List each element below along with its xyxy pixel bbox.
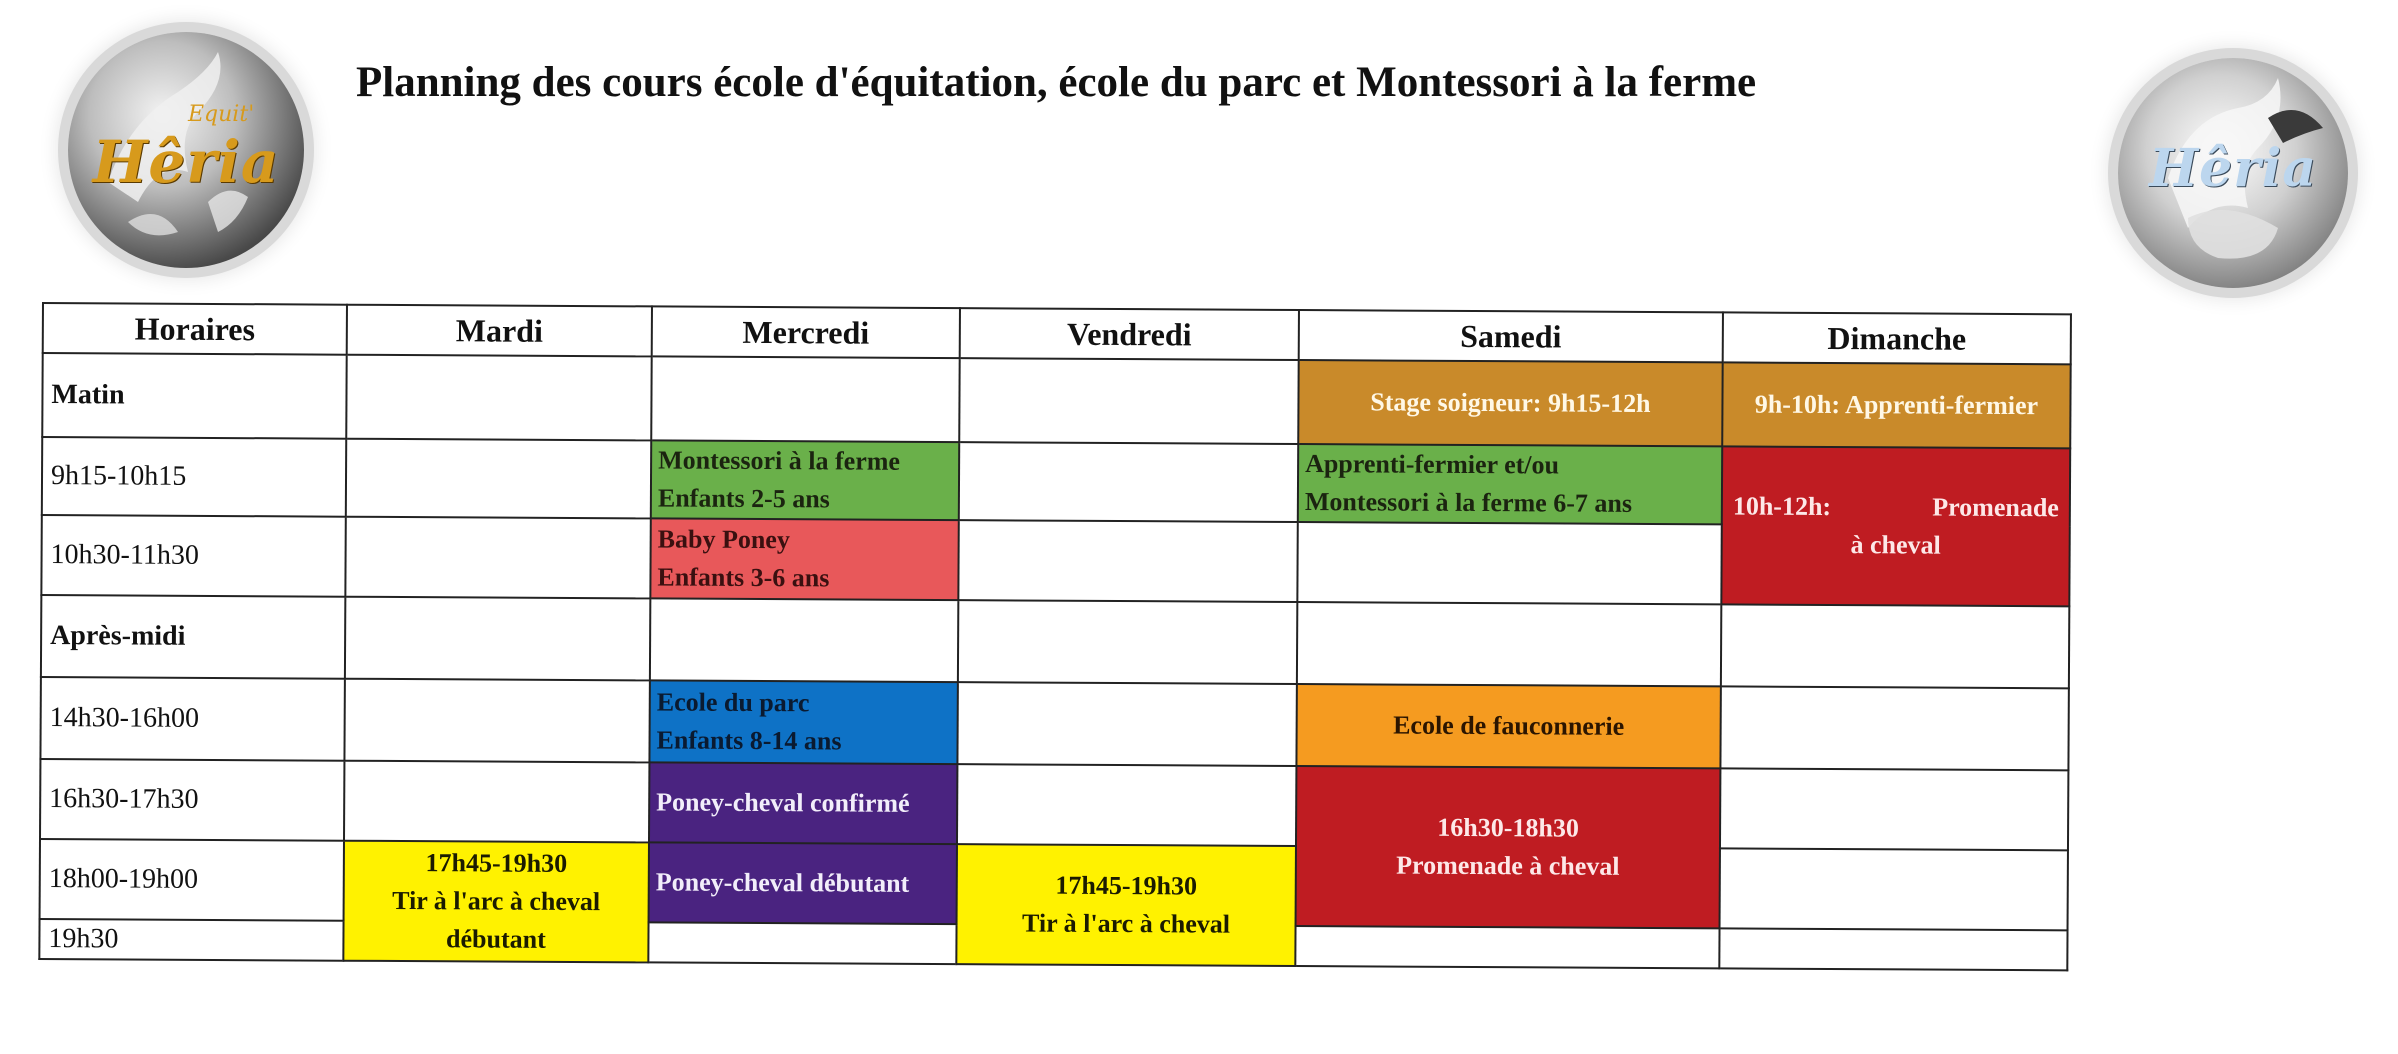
empty-cell	[1297, 602, 1721, 686]
event-poney-confirme: Poney-cheval confirmé	[649, 762, 957, 844]
table-row	[40, 677, 2068, 770]
empty-cell	[346, 355, 651, 441]
event-line: débutant	[446, 924, 546, 954]
event-apprenti-fermier-dimanche: 9h-10h: Apprenti-fermier	[1722, 362, 2070, 448]
table-row	[41, 595, 2069, 688]
logo-brand-text: Hêria	[92, 128, 280, 196]
event-promenade-samedi	[1296, 766, 1721, 928]
empty-cell	[957, 764, 1296, 846]
empty-cell	[344, 761, 649, 843]
event-line: Tir à l'arc à cheval	[392, 885, 601, 917]
event-ecole-du-parc	[649, 680, 957, 764]
empty-cell	[1297, 522, 1721, 604]
event-line: Apprenti-fermier et/ou	[1305, 449, 1560, 480]
event-line: 16h30-18h30	[1437, 812, 1579, 843]
event-poney-debutant: Poney-cheval débutant	[649, 842, 957, 924]
empty-cell	[345, 517, 650, 599]
event-line: 17h45-19h30	[425, 848, 568, 878]
event-stage-soigneur: Stage soigneur: 9h15-12h	[1298, 360, 1722, 446]
event-line: Montessori à la ferme	[658, 445, 901, 476]
empty-cell	[957, 682, 1296, 766]
event-line: Enfants 2-5 ans	[657, 483, 830, 514]
table-row	[40, 759, 2068, 850]
row-label-apres-midi: Après-midi	[41, 595, 345, 679]
row-label-time: 14h30-16h00	[40, 677, 344, 761]
event-line	[1723, 487, 2069, 527]
event-tir-arc-mardi	[343, 841, 649, 963]
empty-cell	[958, 520, 1297, 602]
column-header-horaires: Horaires	[43, 303, 347, 355]
logo-brand-text: Hêria	[2148, 138, 2318, 199]
empty-cell	[345, 597, 650, 681]
empty-cell	[1720, 686, 2068, 770]
event-promenade-dimanche	[1721, 446, 2070, 606]
empty-cell	[648, 922, 956, 964]
empty-cell	[1719, 928, 2067, 970]
event-line: 17h45-19h30	[1055, 870, 1198, 901]
event-line: à cheval	[1850, 530, 1941, 560]
table-row	[42, 437, 2070, 526]
event-line: Enfants 8-14 ans	[656, 725, 842, 756]
row-label-time: 16h30-17h30	[40, 759, 344, 841]
empty-cell	[958, 600, 1297, 684]
empty-cell	[346, 439, 651, 519]
event-time: 10h-12h:	[1732, 491, 1832, 521]
equiteria-logo-left	[68, 32, 304, 268]
event-baby-poney	[650, 518, 958, 600]
event-ecole-fauconnerie: Ecole de fauconnerie	[1296, 684, 1720, 768]
table-row	[40, 839, 2068, 930]
event-line: Promenade à cheval	[1396, 850, 1620, 881]
event-line: Enfants 3-6 ans	[657, 562, 830, 593]
empty-cell	[1720, 848, 2068, 930]
empty-cell	[959, 442, 1298, 522]
event-line: Montessori à la ferme 6-7 ans	[1304, 487, 1633, 518]
empty-cell	[1721, 604, 2069, 688]
event-line: Ecole du parc	[656, 687, 810, 718]
empty-cell	[1720, 768, 2068, 850]
page-title: Planning des cours école d'équitation, école du parc et Montessori à la ferme	[356, 59, 1757, 106]
event-apprenti-montessori-samedi	[1298, 444, 1722, 524]
logo-sub-text: Equit'	[188, 102, 255, 127]
row-label-time: 10h30-11h30	[41, 515, 345, 597]
column-header-vendredi: Vendredi	[960, 308, 1299, 360]
row-label-time: 19h30	[39, 919, 343, 961]
column-header-samedi: Samedi	[1299, 310, 1723, 362]
column-header-dimanche: Dimanche	[1723, 312, 2071, 364]
row-label-time: 9h15-10h15	[42, 437, 346, 517]
event-montessori-mercredi	[651, 440, 959, 520]
empty-cell	[651, 356, 959, 442]
event-line: Baby Poney	[657, 524, 790, 555]
row-label-matin: Matin	[42, 353, 346, 439]
column-header-mardi: Mardi	[347, 305, 652, 357]
row-label-time: 18h00-19h00	[40, 839, 344, 921]
schedule-table	[38, 302, 2072, 971]
empty-cell	[650, 598, 958, 682]
table-row	[42, 353, 2070, 448]
equiteria-logo-right	[2118, 58, 2348, 288]
empty-cell	[1295, 926, 1719, 968]
empty-cell	[344, 679, 649, 763]
empty-cell	[959, 358, 1298, 444]
column-header-mercredi: Mercredi	[652, 306, 960, 358]
event-line: Tir à l'arc à cheval	[1021, 908, 1231, 939]
event-tir-arc-vendredi	[956, 844, 1296, 966]
event-title: Promenade	[1932, 492, 2059, 523]
